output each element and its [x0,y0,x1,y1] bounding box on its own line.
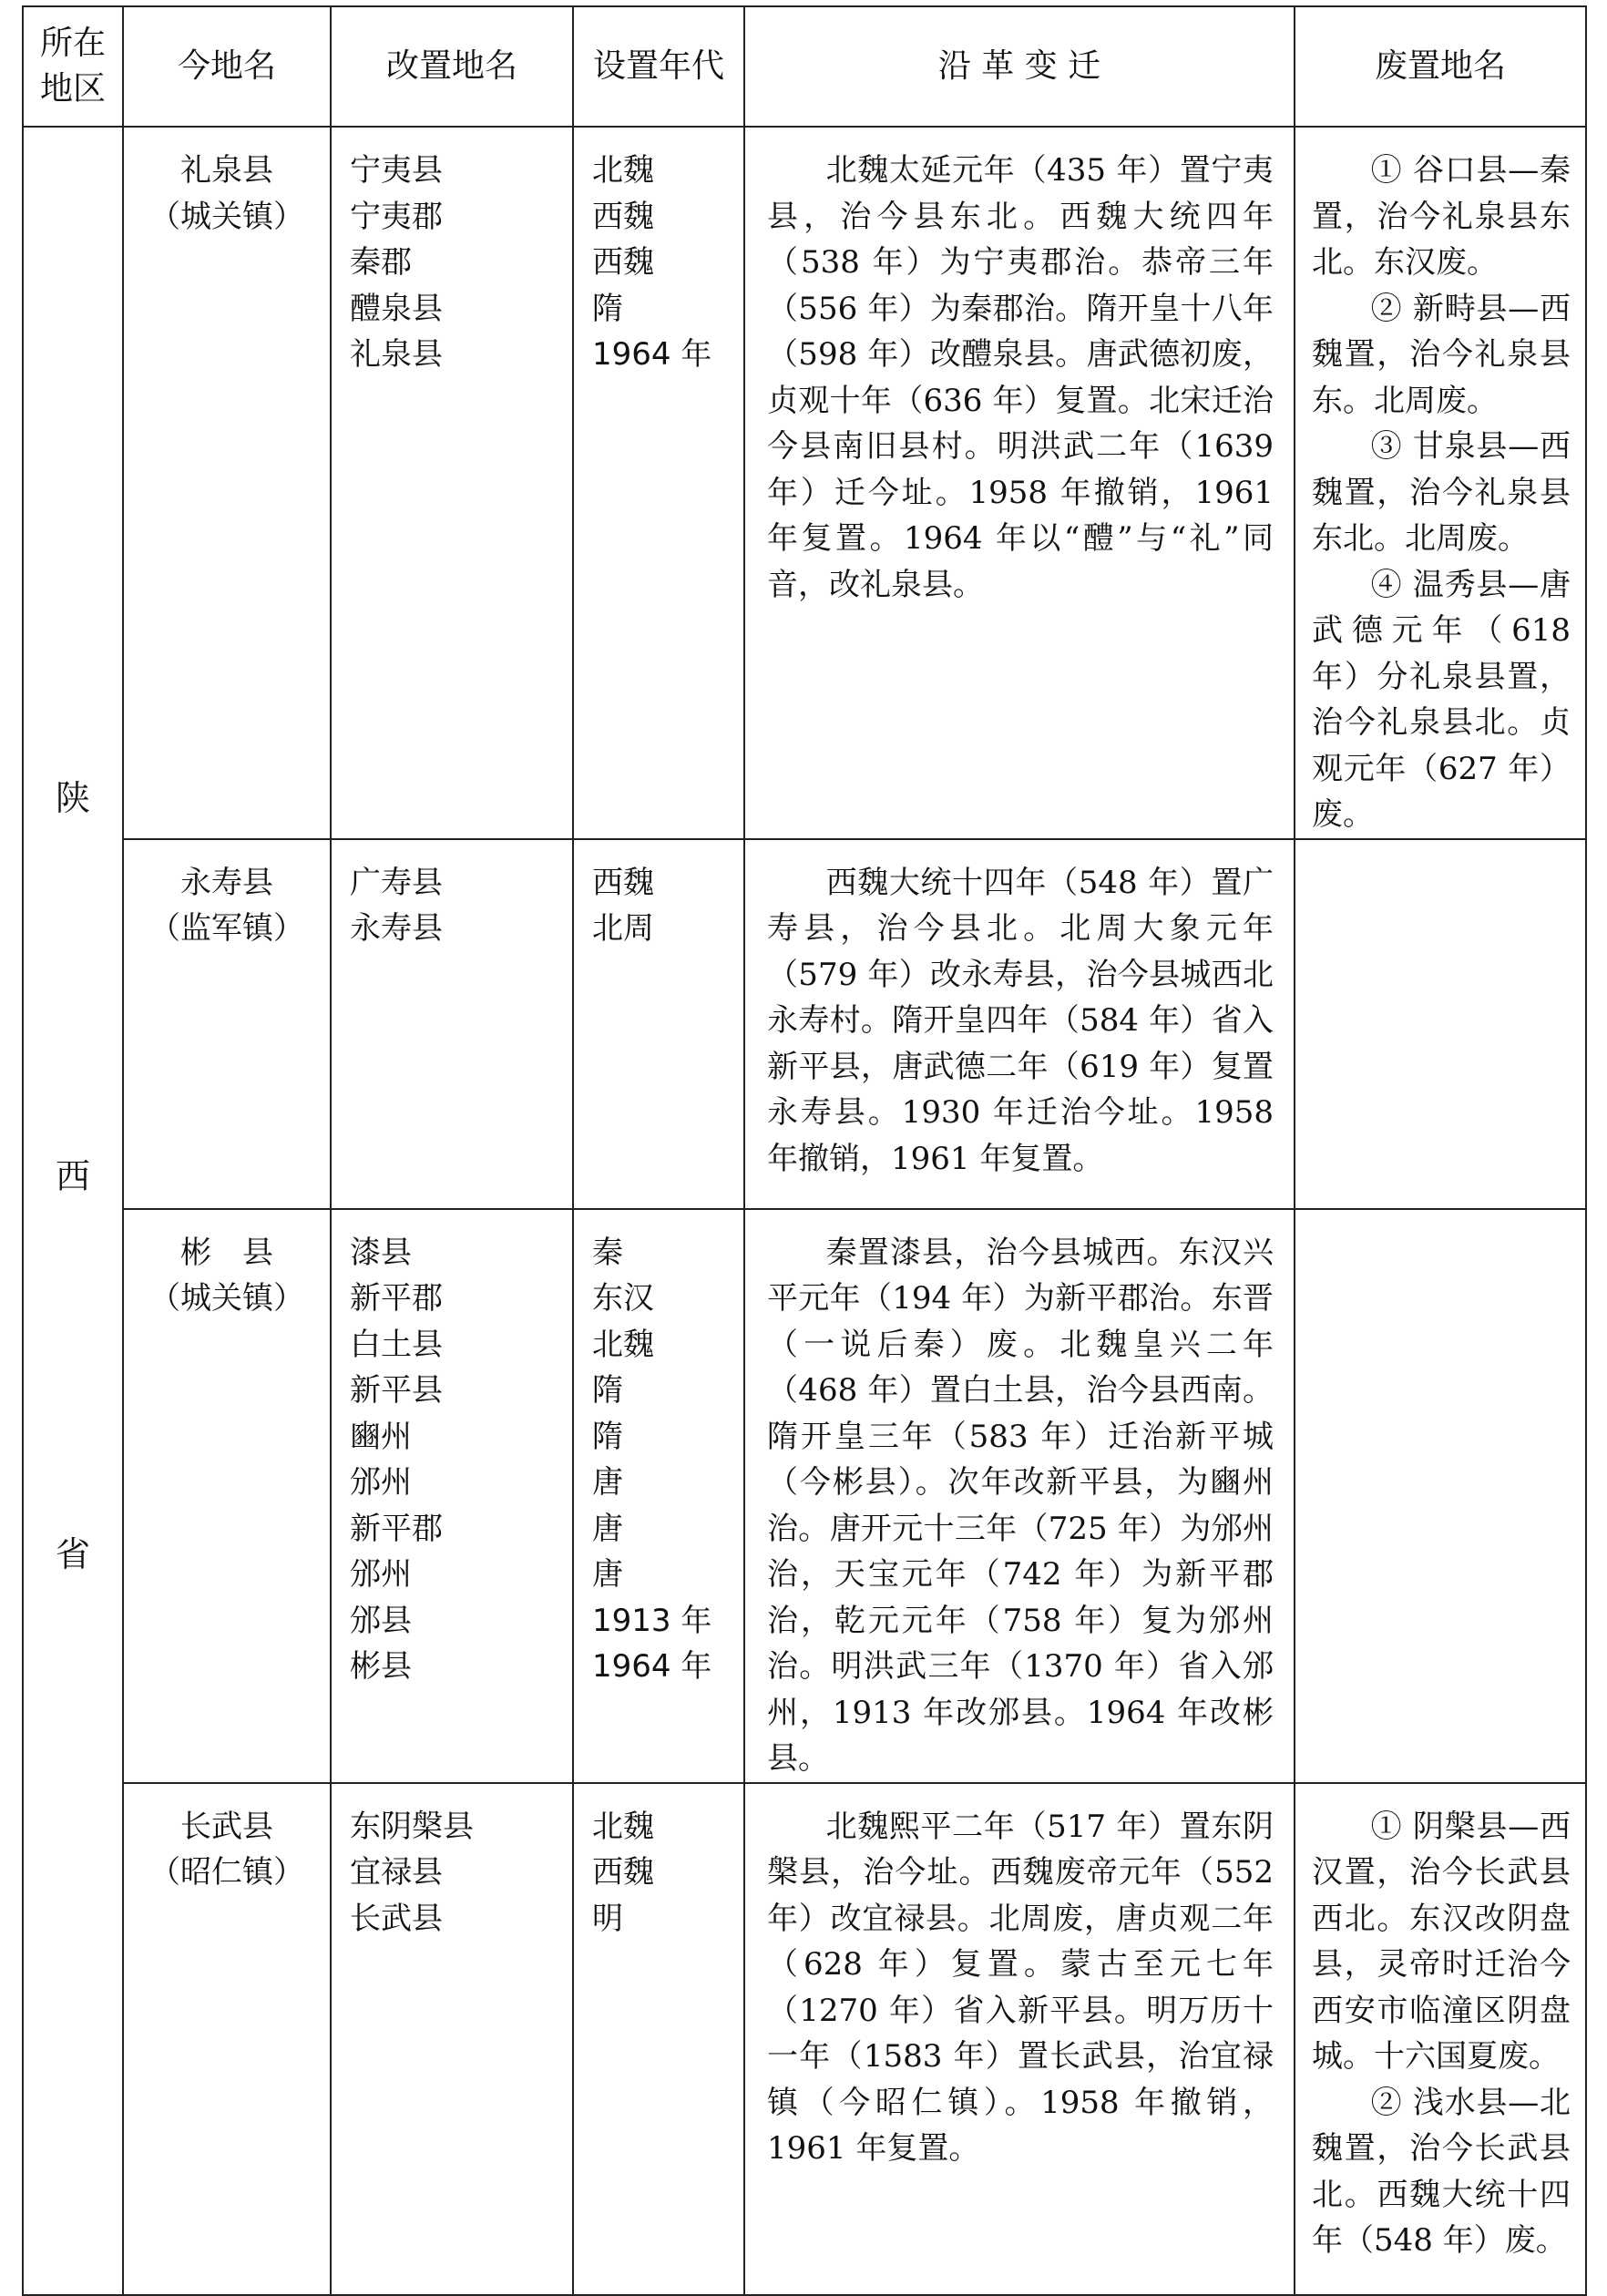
list-item: 西魏 [592,864,654,901]
renamed-cell [331,1783,573,2295]
abolished-cell [1295,127,1586,839]
abolished-entry: ① 谷口县—秦置，治今礼泉县东北。东汉废。 [1312,152,1571,281]
list-item: 隋 [592,1418,623,1455]
header-era: 设置年代 [573,6,744,127]
list-item: 北魏 [592,1808,654,1845]
region-cell [23,127,123,2295]
list-item: 东汉 [592,1280,654,1317]
list-item: 白土县 [350,1326,443,1363]
list-item: 宜禄县 [350,1854,443,1891]
header-region [23,6,123,127]
abolished-cell [1295,839,1586,1209]
current-name: 长武县 [180,1808,273,1845]
list-item: 1913 年 [592,1602,712,1639]
list-item: 明 [592,1900,623,1937]
header-region-line2: 地区 [39,70,106,108]
table-row [23,839,1586,1209]
history-cell: 西魏大统十四年（548 年）置广寿县，治今县北。北周大象元年（579 年）改永寿县，治今县城西北永寿村。隋开皇四年（584 年）省入新平县，唐武德二年（619 年）复置永寿县。1930 年迁治今址。1958 年撤销，1961 年复置。 [744,839,1295,1209]
current-seat: （城关镇） [149,198,304,235]
list-item: 唐 [592,1464,623,1501]
list-item: 宁夷郡 [350,198,443,235]
history-cell: 北魏熙平二年（517 年）置东阴槃县，治今址。西魏废帝元年（552 年）改宜禄县。北周废，唐贞观二年（628 年）复置。蒙古至元七年（1270 年）省入新平县。明万历十一年（1583 年）置长武县，治宜禄镇（今昭仁镇）。1958 年撤销，1961 年复置。 [744,1783,1295,2295]
current-name-cell [123,839,331,1209]
renamed-cell [331,1209,573,1783]
abolished-entry: ② 浅水县—北魏置，治今长武县北。西魏大统十四年（548 年）废。 [1312,2084,1571,2259]
list-item: 礼泉县 [350,336,443,373]
table-row [23,127,1586,839]
abolished-cell [1295,1783,1586,2295]
renamed-cell [331,839,573,1209]
abolished-entry: ④ 温秀县—唐武德元年（618 年）分礼泉县置，治今礼泉县北。贞观元年（627 年）废。 [1312,566,1571,833]
list-item: 秦 [592,1234,623,1271]
list-item: 隋 [592,1372,623,1409]
list-item: 醴泉县 [350,290,443,327]
header-abolished: 废置地名 [1295,6,1586,127]
header-renamed: 改置地名 [331,6,573,127]
region-char: 西 [55,1156,90,1196]
list-item: 漆县 [350,1234,412,1271]
region-column [24,128,122,2241]
list-item: 北周 [592,910,654,947]
list-item: 彬县 [350,1648,412,1685]
list-item: 邠州 [350,1464,412,1501]
list-item: 秦郡 [350,244,412,281]
abolished-entry: ① 阴槃县—西汉置，治今长武县西北。东汉改阴盘县，灵帝时迁治今西安市临潼区阴盘城。十六国夏废。 [1312,1808,1571,2075]
list-item: 1964 年 [592,1648,712,1685]
history-cell: 北魏太延元年（435 年）置宁夷县，治今县东北。西魏大统四年（538 年）为宁夷郡治。恭帝三年（556 年）为秦郡治。隋开皇十八年（598 年）改醴泉县。唐武德初废，贞观十年（636 年）复置。北宋迁治今县南旧县村。明洪武二年（1639 年）迁今址。1958 年撤销，1961 年复置。1964 年以“醴”与“礼”同音，改礼泉县。 [744,127,1295,839]
current-seat: （城关镇） [149,1280,304,1317]
current-name: 礼泉县 [180,152,273,189]
list-item: 新平县 [350,1372,443,1409]
renamed-cell [331,127,573,839]
era-cell [573,1209,744,1783]
list-item: 宁夷县 [350,152,443,189]
table-row [23,1783,1586,2295]
era-cell [573,839,744,1209]
current-name-cell [123,1783,331,2295]
current-seat: （昭仁镇） [149,1854,304,1891]
list-item: 广寿县 [350,864,443,901]
list-item: 西魏 [592,244,654,281]
header-row [23,6,1586,127]
gazetteer-page [22,5,1585,2259]
list-item: 北魏 [592,152,654,189]
current-name: 彬 县 [180,1234,273,1271]
abolished-entry: ② 新畤县—西魏置，治今礼泉县东。北周废。 [1312,290,1571,419]
abolished-cell [1295,1209,1586,1783]
list-item: 新平郡 [350,1280,443,1317]
list-item: 唐 [592,1510,623,1547]
place-name-table [22,5,1587,2296]
current-name-cell [123,1209,331,1783]
list-item: 北魏 [592,1326,654,1363]
history-cell: 秦置漆县，治今县城西。东汉兴平元年（194 年）为新平郡治。东晋（一说后秦）废。北魏皇兴二年（468 年）置白土县，治今县西南。隋开皇三年（583 年）迁治新平城（今彬县）。次年改新平县，为豳州治。唐开元十三年（725 年）为邠州治，天宝元年（742 年）为新平郡治，乾元元年（758 年）复为邠州治。明洪武三年（1370 年）省入邠州，1913 年改邠县。1964 年改彬县。 [744,1209,1295,1783]
current-name: 永寿县 [180,864,273,901]
region-char: 省 [55,1534,90,1574]
header-history: 沿 革 变 迁 [744,6,1295,127]
current-seat: （监军镇） [149,910,304,947]
list-item: 唐 [592,1556,623,1593]
list-item: 邠县 [350,1602,412,1639]
era-cell [573,1783,744,2295]
table-row [23,1209,1586,1783]
list-item: 西魏 [592,1854,654,1891]
list-item: 隋 [592,290,623,327]
list-item: 邠州 [350,1556,412,1593]
list-item: 豳州 [350,1418,412,1455]
current-name-cell [123,127,331,839]
region-char: 陕 [55,778,90,818]
header-region-line1: 所在 [39,25,106,62]
era-cell [573,127,744,839]
list-item: 西魏 [592,198,654,235]
list-item: 长武县 [350,1900,443,1937]
abolished-entry: ③ 甘泉县—西魏置，治今礼泉县东北。北周废。 [1312,428,1571,557]
list-item: 东阴槃县 [350,1808,474,1845]
header-current-name: 今地名 [123,6,331,127]
list-item: 1964 年 [592,336,712,373]
list-item: 永寿县 [350,910,443,947]
list-item: 新平郡 [350,1510,443,1547]
